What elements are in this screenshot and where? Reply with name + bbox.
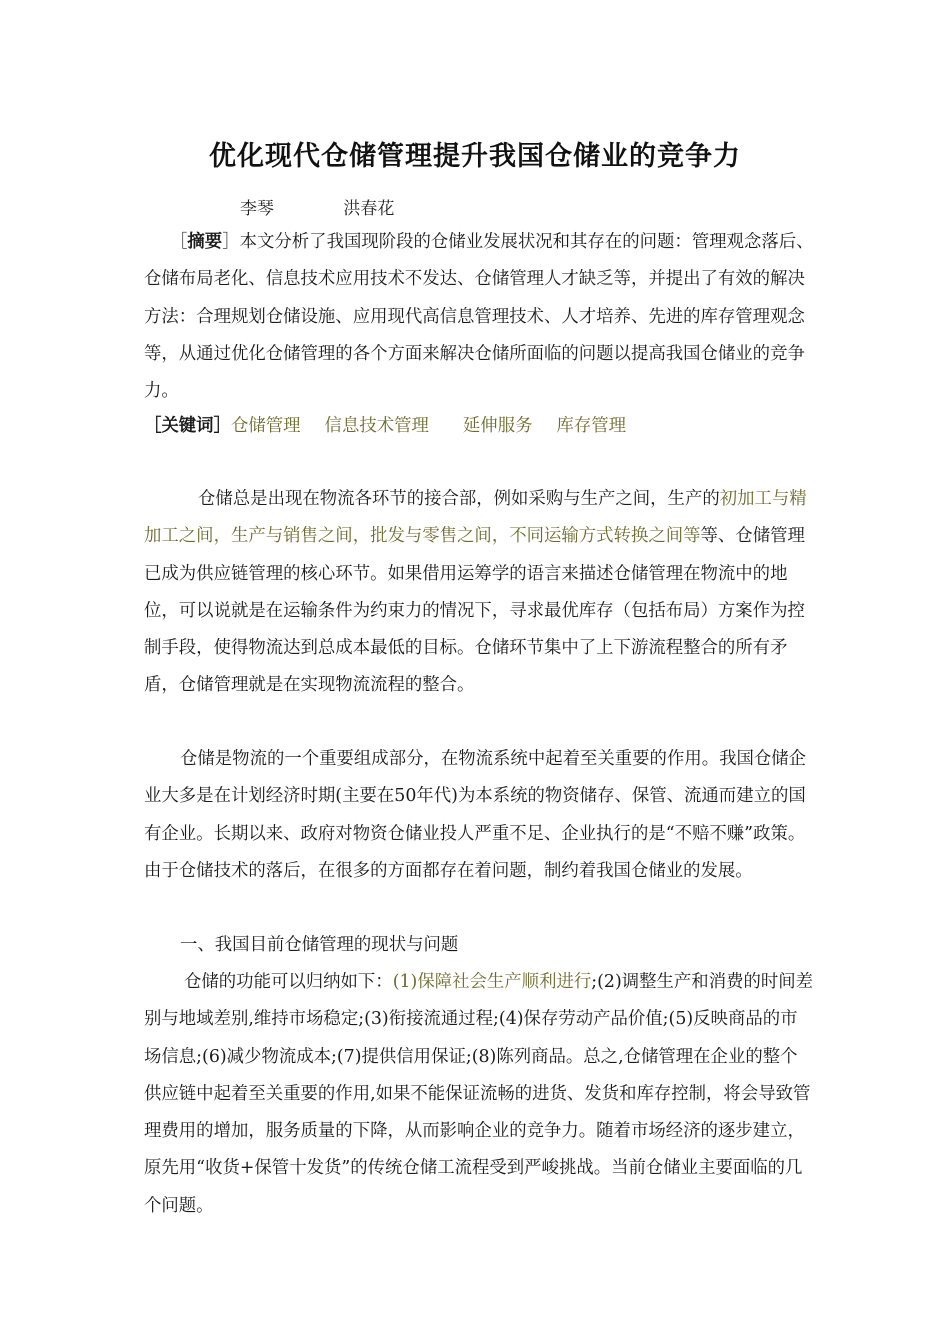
paragraph-text: 等、仓储管理已成为供应链管理的核心环节。如果借用运筹学的语言来描述仓储管理在物流中的地位，可以说就是在运输条件为约束力的情况下，寻求最优库存（包括布局）方案作为控制手段，使得物流达到总成本最低的目标。仓储环节集中了上下游流程整合的所有矛盾，仓储管理就是在实现物流流程的整合。 [144,526,805,696]
keywords-line [144,408,814,445]
abstract-label: 摘要 [187,232,223,252]
paragraph-text: 仓储的功能可以归纳如下： [184,972,393,992]
author-name: 洪春花 [343,199,395,219]
keyword: 信息技术管理 [324,416,429,436]
body-paragraph [144,964,814,1225]
paragraph-text: 仓储总是出现在物流各环节的接合部，例如采购与生产之间，生产的 [198,489,720,509]
body-paragraph: 仓储是物流的一个重要组成部分，在物流系统中起着至关重要的作用。我国仓储企业大多是在计划经济时期(主要在50年代)为本系统的物资储存、保管、流通而建立的国有企业。长期以来、政府对物资仓储业投人严重不足、企业执行的是“不赔不赚”政策。由于仓储技术的落后，在很多的方面都存在着问题，制约着我国仓储业的发展。 [144,749,807,881]
keyword: 库存管理 [556,416,627,436]
highlighted-text: (1)保障社会生产顺利进行 [392,972,592,992]
author-name: 李琴 [240,199,274,219]
abstract-open-bracket: ［ [170,232,188,252]
keywords-label: ［关键词］ [144,416,231,436]
section-heading: 一、我国目前仓储管理的现状与问题 [180,935,459,955]
author-line [240,194,394,219]
body-paragraph [144,481,814,705]
abstract-paragraph [144,224,814,410]
highlighted-text: 初加工与精加工之间，生产与销售之间，批发与零售之间，不同运输方式转换之间等 [144,489,807,547]
keyword: 仓储管理 [230,416,301,436]
keyword: 延伸服务 [462,416,533,436]
document-title: 优化现代仓储管理提升我国仓储业的竞争力 [209,141,741,172]
abstract-close-bracket: ］ [222,232,240,252]
abstract-text: 本文分析了我国现阶段的仓储业发展状况和其存在的问题：管理观念落后、仓储布局老化、信息技术应用技术不发达、仓储管理人才缺乏等，并提出了有效的解决方法：合理规划仓储设施、应用现代高信息管理技术、人才培养、先进的库存管理观念等，从通过优化仓储管理的各个方面来解决仓储所面临的问题以提高我国仓储业的竞争力。 [144,232,814,402]
paragraph-text: ;(2)调整生产和消费的时间差别与地域差别,维持市场稳定;(3)衔接流通过程;(4)保存劳动产品价值;(5)反映商品的市场信息;(6)减少物流成本;(7)提供信用保证;(8)陈列商品。总之,仓储管理在企业的整个供应链中起着至关重要的作用,如果不能保证流畅的进货、发货和库存控制，将会导致管理费用的增加，服务质量的下降，从而影响企业的竞争力。随着市场经济的逐步建立，原先用“收货+保管十发货”的传统仓储工流程受到严峻挑战。当前仓储业主要面临的几个问题。 [144,972,814,1216]
